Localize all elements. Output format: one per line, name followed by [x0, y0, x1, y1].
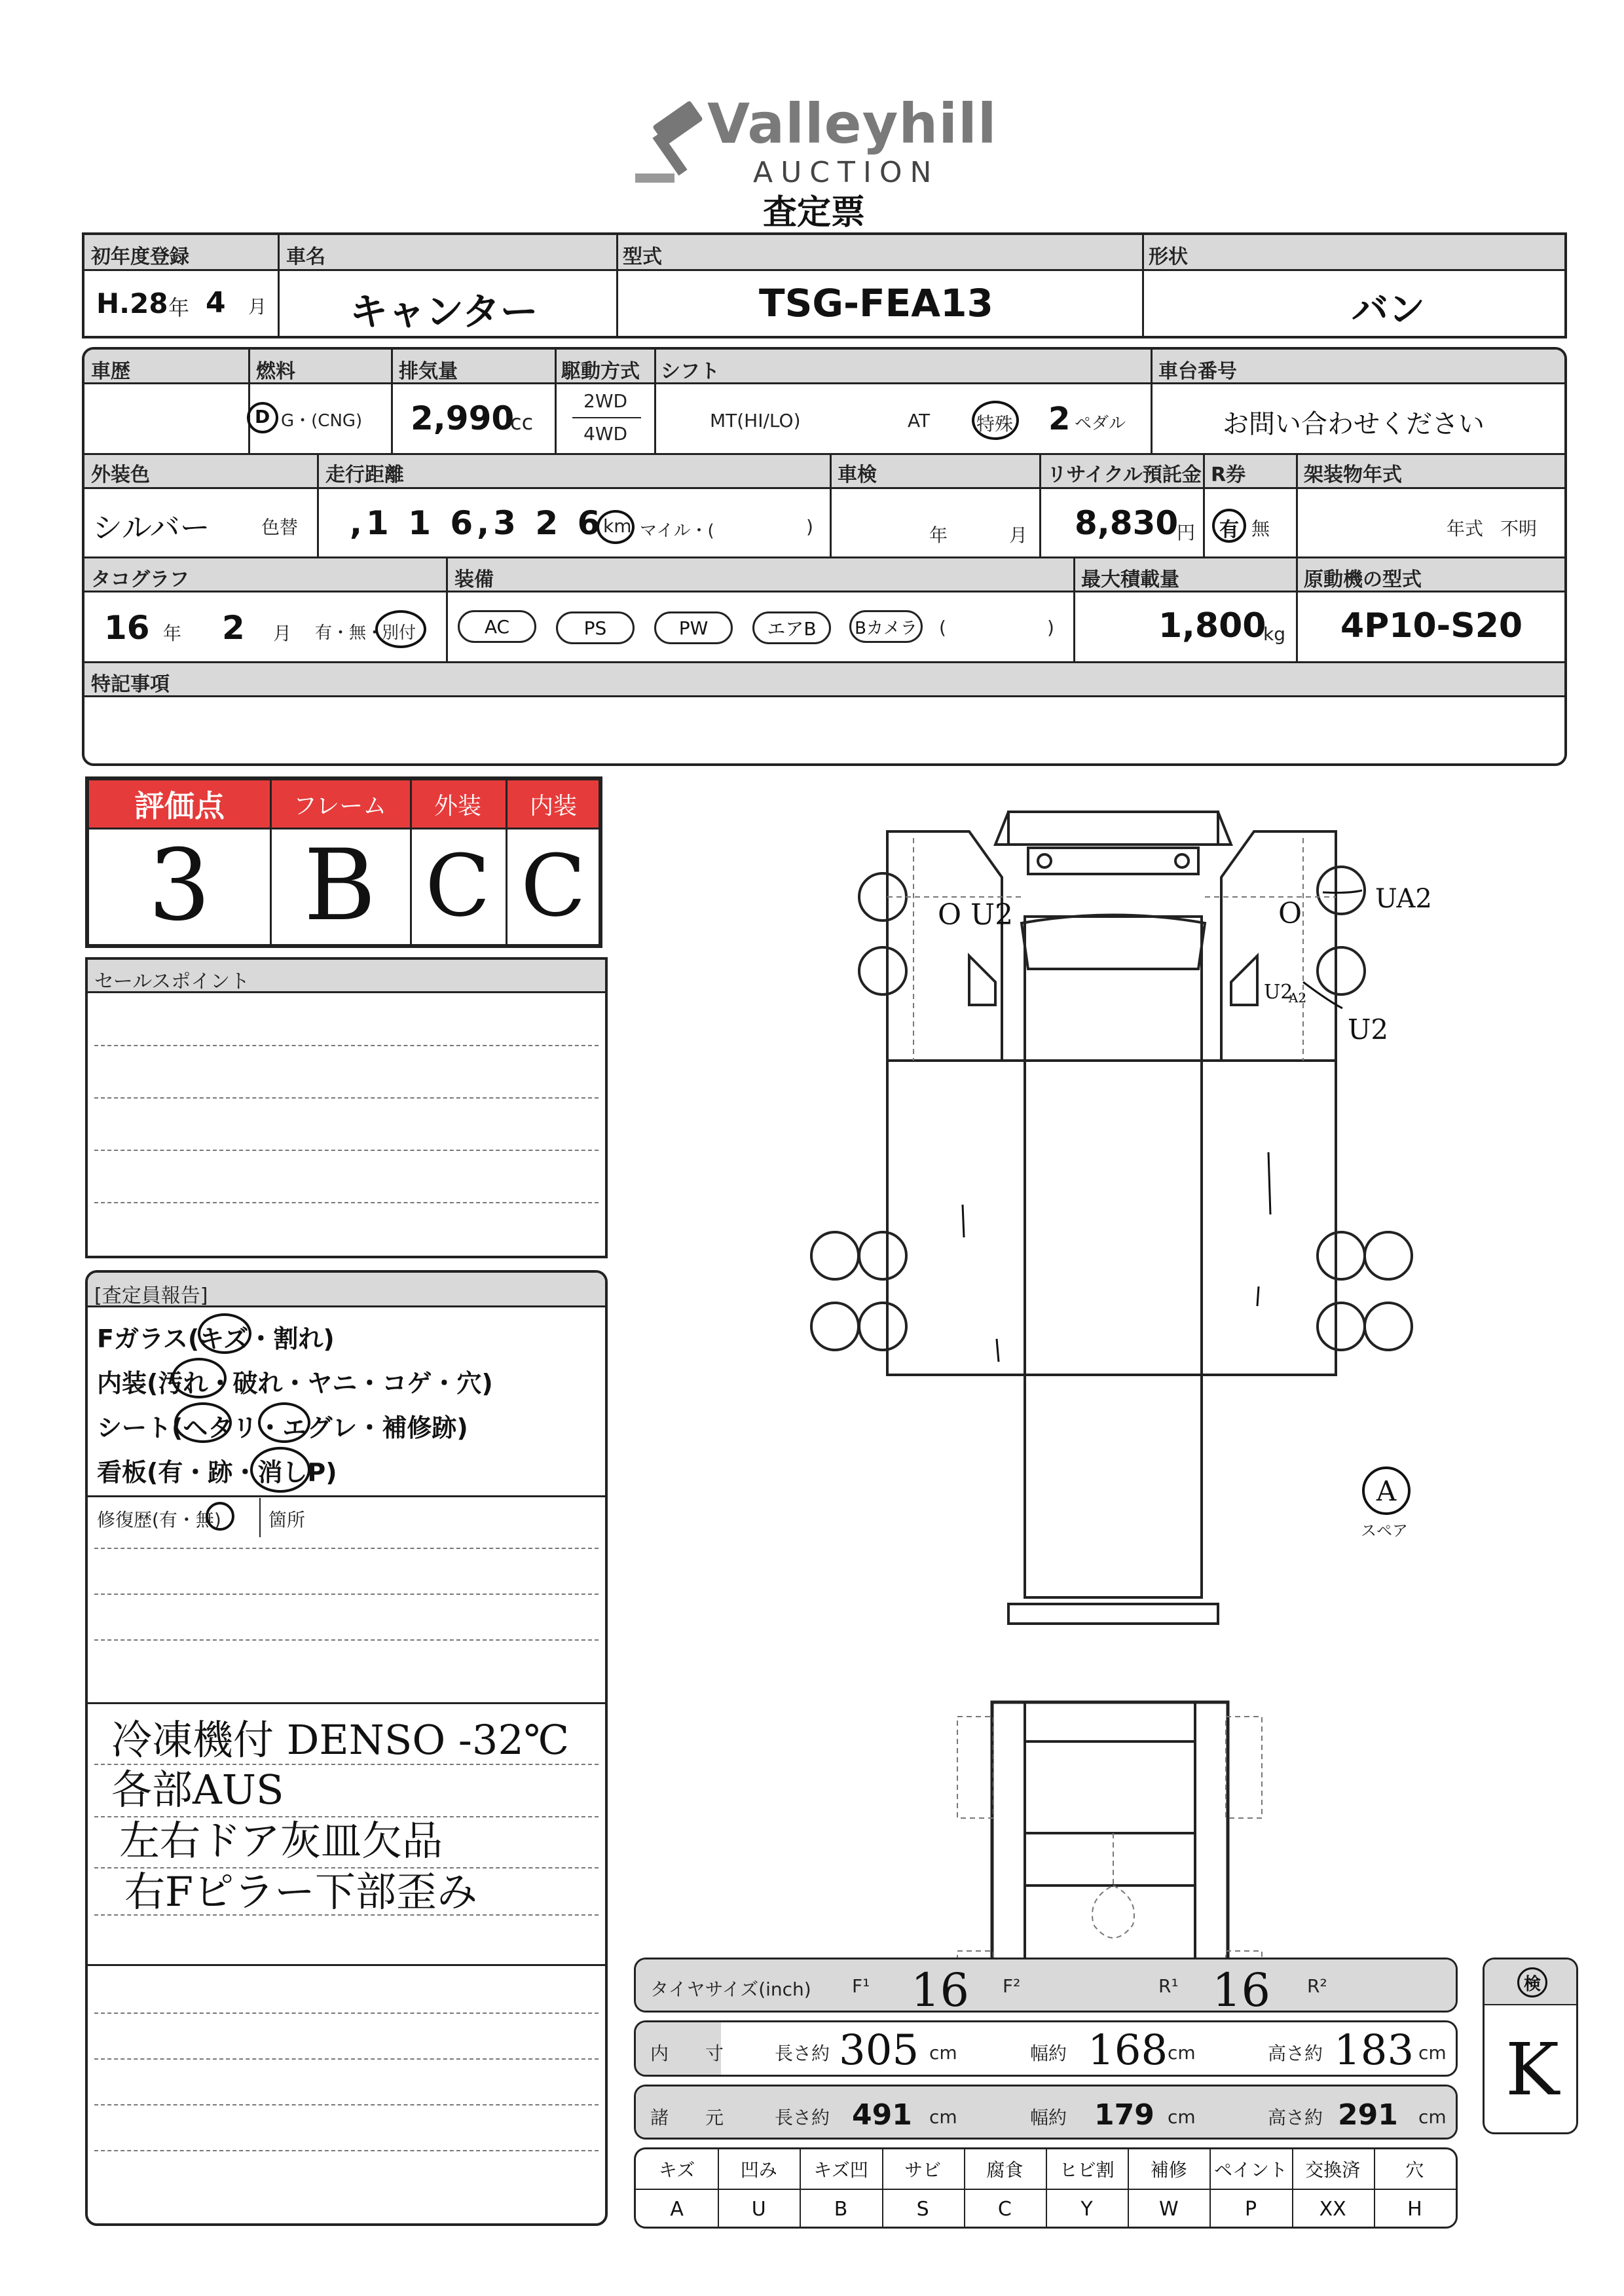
tachograph-separate: 別付 — [382, 623, 416, 643]
first-registration-era: H.28 — [96, 287, 168, 319]
circle-eguri — [258, 1402, 310, 1443]
sales-points-box — [85, 957, 608, 1258]
report-line-sign: 看板(有・跡・消しP) — [97, 1458, 337, 1487]
chassis-label: 車台番号 — [1158, 360, 1237, 383]
equip-backcamera: Bカメラ — [849, 610, 923, 643]
damage-mark-cab-u2: U2 — [1264, 981, 1293, 1004]
inner-length-label: 長さ約 — [775, 2043, 830, 2064]
model-value: TSG-FEA13 — [759, 281, 993, 325]
pedal-count: 2 — [1048, 401, 1071, 437]
inspection-label: 車検 — [838, 464, 877, 486]
repair-history-label: 修復歴(有・無) — [97, 1509, 221, 1531]
engine-model-label: 原動機の型式 — [1304, 568, 1422, 591]
max-load-label: 最大積載量 — [1081, 568, 1179, 591]
body-year-value: 不明 — [1500, 518, 1538, 539]
inspector-box — [1483, 1958, 1578, 2134]
damage-mark-side-u2: U2 — [1348, 1013, 1389, 1046]
first-registration-label: 初年度登録 — [91, 246, 189, 268]
inspection-month-unit: 月 — [1009, 524, 1028, 546]
inspector-report-label: [査定員報告] — [94, 1285, 208, 1307]
legend-name: 交換済 — [1305, 2159, 1361, 2181]
drive-2wd: 2WD — [583, 390, 628, 412]
model-label: 型式 — [623, 246, 662, 268]
equip-ps: PS — [556, 611, 635, 644]
specs-length-unit: cm — [929, 2106, 957, 2128]
r-ticket-yes: 有 — [1219, 519, 1239, 541]
tire-r1-label: R¹ — [1158, 1975, 1179, 1997]
inner-height-unit: cm — [1418, 2042, 1447, 2064]
first-registration-month-unit: 月 — [248, 296, 267, 318]
engine-model-value: 4P10-S20 — [1340, 606, 1523, 646]
drive-4wd: 4WD — [583, 423, 628, 445]
circle-kizu — [198, 1313, 251, 1354]
specs-length-label: 長さ約 — [775, 2107, 830, 2128]
score-header-exterior: 外装 — [434, 792, 481, 820]
mileage-label: 走行距離 — [325, 464, 404, 486]
circle-keshi — [250, 1447, 310, 1493]
color-change: 色替 — [261, 517, 299, 538]
shape-value: バン — [1352, 289, 1425, 331]
damage-mark-front-right-o: O — [1278, 897, 1302, 930]
logo-subtext: AUCTION — [753, 156, 940, 189]
legend-code: C — [997, 2197, 1012, 2221]
inner-width-value: 168 — [1088, 2026, 1168, 2075]
legend-code: P — [1244, 2197, 1257, 2221]
report-line-interior: 内装(汚れ・破れ・ヤニ・コゲ・穴) — [97, 1369, 493, 1398]
max-load-value: 1,800 — [1158, 606, 1266, 646]
tire-r2-label: R² — [1307, 1975, 1327, 1997]
specs-row — [634, 2085, 1458, 2140]
inner-length-unit: cm — [929, 2042, 957, 2064]
page-title: 査定票 — [763, 193, 866, 232]
legend-code: XX — [1319, 2197, 1346, 2221]
gavel-icon — [629, 98, 720, 190]
max-load-unit: kg — [1263, 623, 1285, 645]
inspector-initial: K — [1505, 2028, 1560, 2111]
score-table — [85, 776, 602, 948]
inner-length-value: 305 — [839, 2026, 919, 2075]
logo — [629, 92, 1008, 232]
vehicle-detail-table — [82, 347, 1567, 766]
inner-width-unit: cm — [1168, 2042, 1196, 2064]
car-name-label: 車名 — [286, 246, 325, 268]
sales-points-label: セールスポイント — [94, 970, 250, 993]
r-ticket-label: R券 — [1211, 464, 1246, 486]
shift-label: シフト — [661, 360, 720, 383]
equipment-label: 装備 — [454, 568, 494, 591]
vehicle-diagram — [786, 786, 1473, 1990]
body-year-unit: 年式 — [1447, 518, 1484, 539]
mileage-value: ,1 1 6,3 2 6 — [350, 504, 604, 542]
damage-mark-cab-a2: A2 — [1289, 990, 1307, 1006]
chassis-number: お問い合わせください — [1223, 409, 1485, 439]
score-header-frame: フレーム — [293, 792, 387, 820]
circle-yogore — [172, 1358, 227, 1398]
handwritten-note-2: 各部AUS — [111, 1766, 284, 1813]
legend-name: サビ — [904, 2159, 942, 2181]
circle-hetari — [174, 1402, 232, 1443]
tire-size-row — [634, 1958, 1458, 2013]
shape-label: 形状 — [1149, 246, 1188, 268]
handwritten-note-1: 冷凍機付 DENSO -32℃ — [111, 1716, 570, 1764]
remarks-label: 特記事項 — [91, 673, 170, 696]
handwritten-note-4: 右Fピラー下部歪み — [124, 1868, 478, 1916]
displacement-value: 2,990 — [411, 399, 515, 437]
repair-place-label: 箇所 — [268, 1509, 306, 1531]
specs-width-unit: cm — [1168, 2106, 1196, 2128]
vehicle-header-table — [82, 232, 1567, 338]
inspection-year-unit: 年 — [929, 524, 948, 546]
inner-height-label: 高さ約 — [1268, 2043, 1323, 2064]
tachograph-label: タコグラフ — [91, 568, 189, 591]
handwritten-note-3: 左右ドア灰皿欠品 — [119, 1817, 443, 1865]
score-header-interior: 内装 — [529, 792, 577, 820]
displacement-unit: cc — [510, 410, 534, 435]
legend-code: U — [751, 2197, 766, 2221]
legend-name: 補修 — [1150, 2159, 1187, 2181]
damage-legend — [634, 2147, 1458, 2229]
tachograph-options: 有・無・ — [315, 623, 384, 643]
displacement-label: 排気量 — [399, 360, 458, 383]
legend-code: H — [1407, 2197, 1422, 2221]
tire-size-label: タイヤサイズ(inch) — [650, 1978, 811, 2000]
legend-name: ヒビ割 — [1059, 2159, 1115, 2181]
recycle-value: 8,830 — [1075, 504, 1179, 542]
mileage-km: km — [603, 515, 632, 537]
legend-name: 穴 — [1405, 2159, 1424, 2181]
legend-name: キズ — [658, 2159, 695, 2181]
recycle-label: リサイクル預託金 — [1047, 464, 1202, 486]
first-registration-month: 4 — [206, 286, 226, 319]
inner-dimensions-label: 内 寸 — [650, 2043, 724, 2064]
damage-mark-front-right-ua2: UA2 — [1375, 884, 1432, 914]
tire-f2-label: F² — [1003, 1975, 1021, 1997]
exterior-color-label: 外装色 — [91, 464, 150, 486]
tire-f1-value: 16 — [911, 1963, 970, 2013]
tachograph-year-unit: 年 — [163, 623, 182, 644]
tire-r1-value: 16 — [1212, 1963, 1271, 2013]
equip-pw: PW — [654, 611, 733, 644]
legend-name: ペイント — [1213, 2159, 1287, 2181]
legend-name: キズ凹 — [813, 2159, 868, 2181]
equip-airbag: エアB — [752, 611, 831, 644]
shift-mt: MT(HI/LO) — [710, 410, 801, 431]
specs-width-label: 幅約 — [1030, 2107, 1067, 2128]
mileage-mile-close: ) — [806, 516, 813, 538]
inner-width-label: 幅約 — [1030, 2043, 1067, 2064]
inspector-label: 検 — [1523, 1974, 1541, 1994]
damage-mark-front-left: O U2 — [938, 898, 1014, 932]
inspector-report-box — [85, 1270, 608, 2226]
tachograph-year: 16 — [104, 609, 150, 647]
car-name-value: キャンター — [350, 289, 538, 334]
recycle-unit: 円 — [1177, 522, 1196, 543]
specs-length-value: 491 — [852, 2098, 912, 2132]
score-exterior-value: C — [425, 836, 490, 936]
report-line-seat: シート(ヘタリ・エグレ・補修跡) — [97, 1413, 468, 1442]
r-ticket-no: 無 — [1251, 518, 1270, 539]
body-year-label: 架装物年式 — [1304, 464, 1402, 486]
drive-label: 駆動方式 — [561, 360, 640, 383]
fuel-diesel: D — [255, 406, 270, 428]
specs-height-value: 291 — [1338, 2098, 1398, 2132]
first-registration-year-unit: 年 — [168, 295, 190, 320]
specs-label: 諸 元 — [650, 2107, 724, 2128]
legend-name: 凹み — [740, 2159, 777, 2181]
equip-paren-open: ( — [939, 617, 946, 638]
history-label: 車歴 — [91, 360, 130, 383]
score-grade-value: 3 — [148, 829, 211, 943]
report-line-windshield: Fガラス(キズ・割れ) — [97, 1324, 335, 1353]
spare-tire-label: スペア — [1361, 1522, 1408, 1540]
inner-dimensions-row — [634, 2020, 1458, 2077]
repair-none-circle — [206, 1502, 234, 1531]
specs-height-unit: cm — [1418, 2106, 1447, 2128]
legend-code: B — [834, 2197, 848, 2221]
legend-code: S — [916, 2197, 929, 2221]
specs-height-label: 高さ約 — [1268, 2107, 1323, 2128]
legend-code: A — [670, 2197, 684, 2221]
legend-code: Y — [1080, 2197, 1093, 2221]
shift-at: AT — [908, 410, 931, 431]
exterior-color-value: シルバー — [92, 510, 210, 545]
score-frame-value: B — [303, 829, 377, 943]
score-header-grade: 評価点 — [134, 788, 225, 824]
inner-height-value: 183 — [1334, 2026, 1414, 2075]
tire-f1-label: F¹ — [852, 1975, 870, 1997]
spare-tire-mark: A — [1376, 1474, 1397, 1507]
pedal-unit: ペダル — [1075, 414, 1126, 433]
shift-special: 特殊 — [976, 413, 1014, 435]
fuel-label: 燃料 — [256, 360, 295, 383]
equip-ac: AC — [458, 610, 536, 643]
mileage-mile: マイル・( — [640, 521, 714, 541]
logo-text: Valleyhill — [707, 92, 997, 156]
legend-code: W — [1158, 2197, 1179, 2221]
tachograph-month-unit: 月 — [273, 623, 292, 644]
fuel-options: G・(CNG) — [281, 411, 363, 431]
legend-name: 腐食 — [986, 2159, 1024, 2181]
specs-width-value: 179 — [1094, 2098, 1154, 2132]
tachograph-month: 2 — [222, 609, 245, 647]
equip-paren-close: ) — [1047, 617, 1054, 638]
score-interior-value: C — [521, 836, 586, 936]
